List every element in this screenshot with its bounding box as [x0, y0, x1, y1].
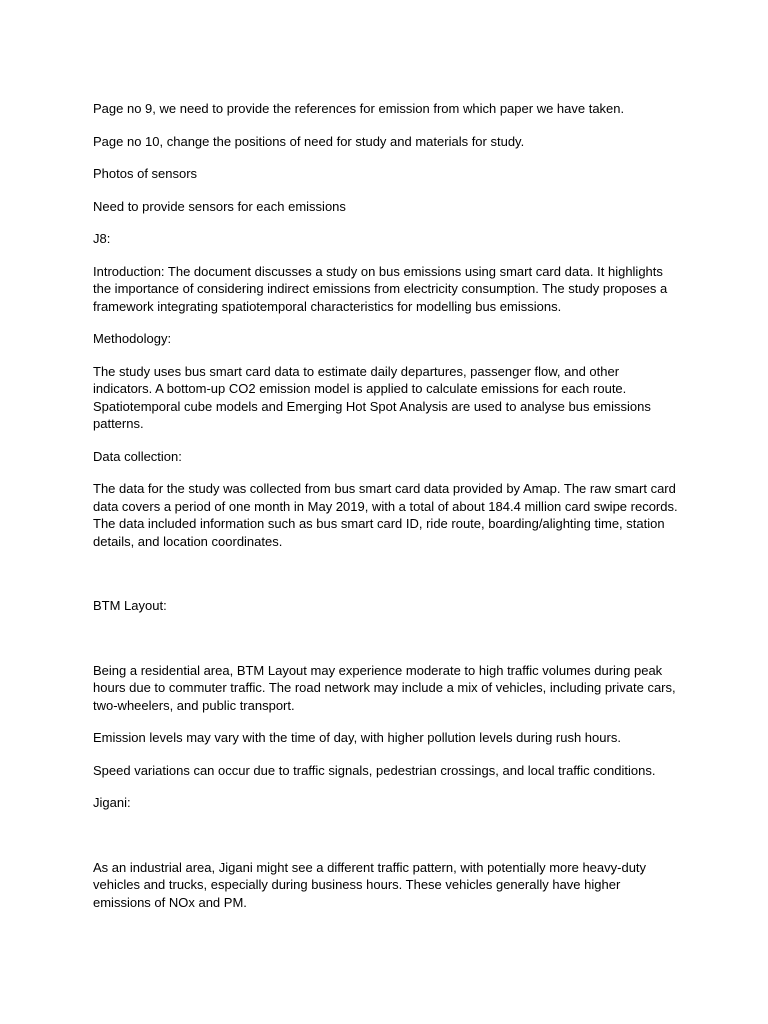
- heading-data-collection: Data collection:: [93, 448, 182, 464]
- blank-gap: [93, 630, 678, 662]
- heading-methodology: Methodology:: [93, 331, 172, 346]
- paragraph-data-collection: The data for the study was collected from bus smart card data provided by Amap. The raw smart card data covers a period of one month in May 2019, with a total of about 184.4 million card swipe records. The data included information such as bus smart card ID, ride route, boarding/alighting time, station details, and location coordinates.: [93, 481, 678, 549]
- paragraph-introduction: Introduction: The document discusses a study on bus emissions using smart card data. It highlights the importance of considering indirect emissions from electricity consumption. The study proposes a framework integrating spatiotemporal characteristics for modelling bus emissions.: [93, 263, 668, 314]
- paragraph-methodology: The study uses bus smart card data to estimate daily departures, passenger flow, and other indicators. A bottom-up CO2 emission model is applied to calculate emissions for each route. Spatiotemporal cube models and Emerging Hot Spot Analysis are used to analyse bus emissions patterns.: [93, 363, 651, 431]
- blank-gap: [93, 827, 678, 859]
- paragraph-btm-emissions: Emission levels may vary with the time of day, with higher pollution levels during rush hours.: [93, 730, 621, 745]
- paragraph-positions-note: Page no 10, change the positions of need for study and materials for study.: [93, 133, 525, 149]
- paragraph-sensors-note: Need to provide sensors for each emissions: [93, 198, 346, 214]
- heading-jigani: Jigani:: [93, 795, 131, 810]
- heading-j8: J8:: [93, 231, 111, 246]
- paragraph-btm-speed: Speed variations can occur due to traffic signals, pedestrian crossings, and local traffic conditions.: [93, 762, 656, 778]
- paragraph-references-note: Page no 9, we need to provide the references for emission from which paper we have taken.: [93, 101, 625, 116]
- paragraph-btm-traffic: Being a residential area, BTM Layout may experience moderate to high traffic volumes during peak hours due to commuter traffic. The road network may include a mix of vehicles, including private cars, two-wheelers, and public transport.: [93, 662, 676, 713]
- paragraph-photos-sensors: Photos of sensors: [93, 166, 198, 181]
- document-body: [93, 100, 678, 926]
- paragraph-jigani: As an industrial area, Jigani might see a different traffic pattern, with potentially more heavy-duty vehicles and trucks, especially during business hours. These vehicles generally have higher emissions of NOx and PM.: [93, 859, 647, 910]
- heading-btm-layout: BTM Layout:: [93, 598, 167, 613]
- blank-gap: [93, 565, 678, 597]
